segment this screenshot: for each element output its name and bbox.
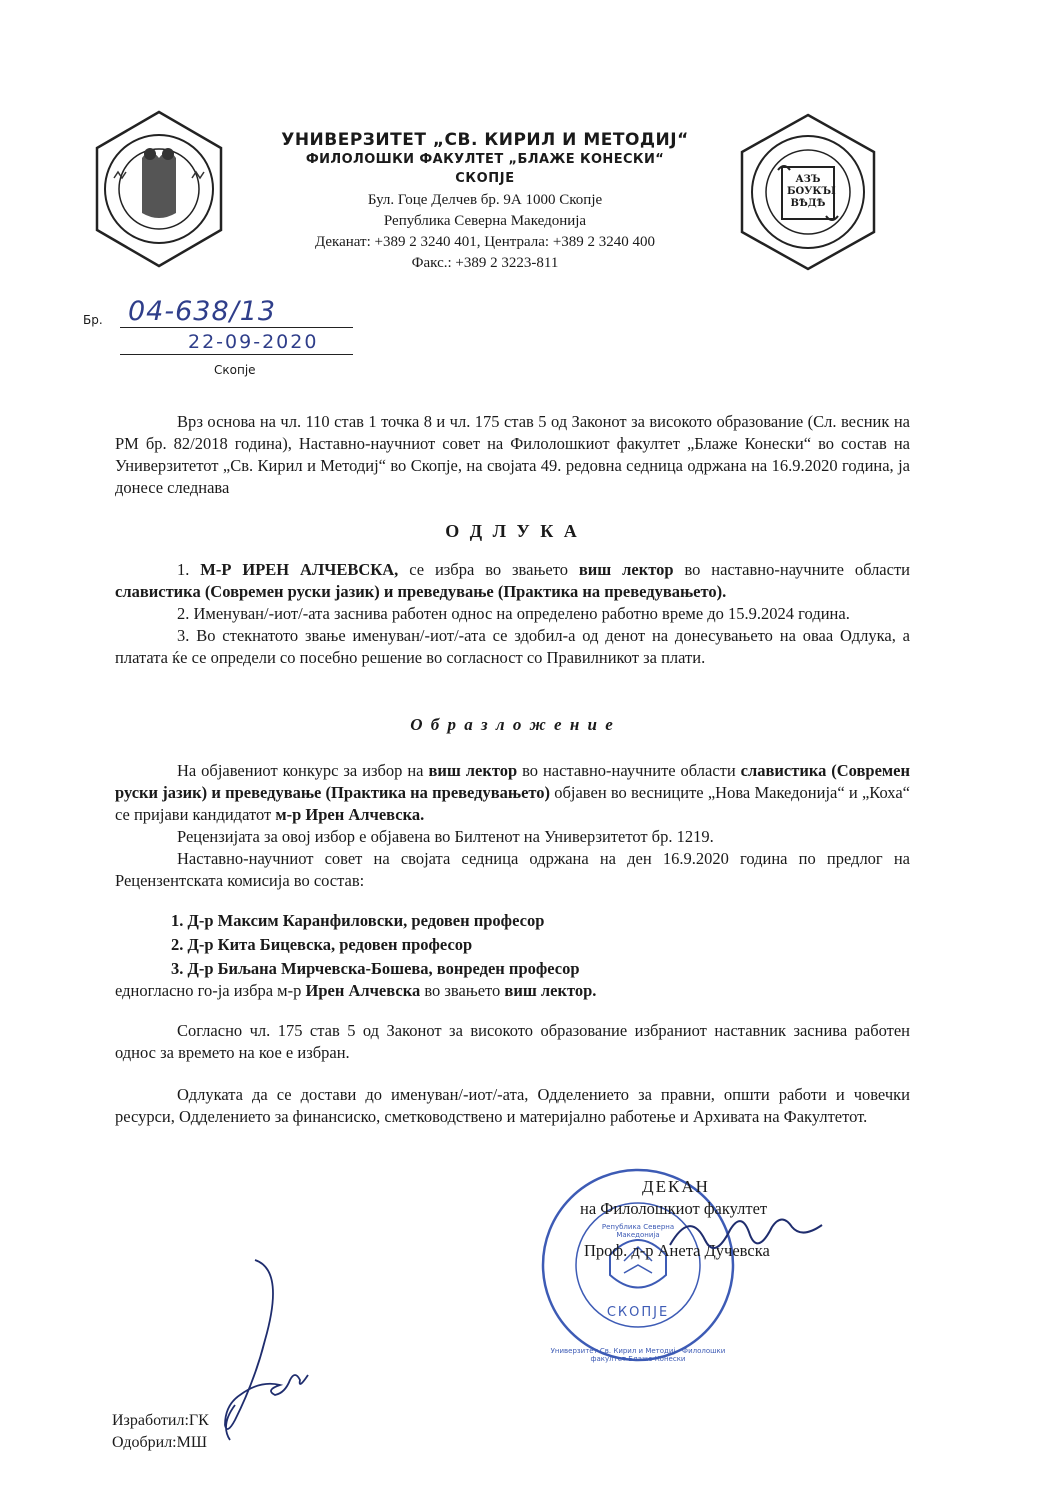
university-name: УНИВЕРЗИТЕТ „СВ. КИРИЛ И МЕТОДИЈ“	[281, 130, 689, 150]
item1-text-2: во наставно-научните области	[673, 560, 910, 579]
just1-text-1: На објавениот конкурс за избор на	[177, 761, 429, 780]
justification-title: О б р а з л о ж е н и е	[410, 715, 615, 734]
stamp-country: Република Северна Македонија	[601, 1223, 675, 1239]
just1-rank: виш лектор	[428, 761, 518, 780]
law-paragraph: Согласно чл. 175 став 5 од Законот за високото образование избраниот наставник заснива работен однос за времето на кое е избран.	[115, 1021, 910, 1062]
decision-title: О Д Л У К А	[445, 521, 580, 541]
decision-item-1	[115, 559, 910, 603]
justification-paragraph-1	[115, 760, 910, 826]
intro-paragraph: Врз основа на чл. 110 став 1 точка 8 и чл. 175 став 5 од Законот за високото образование (Сл. весник на РМ бр. 82/2018 година), Наставно-научниот совет на Филолошкиот факултет „Блаже Конески“ во состав на Универзитетот „Св. Кирил и Методиј“ во Скопје, на својата 49. редовна седница одржана на 16.9.2020 година, ја донесе следнава	[115, 412, 910, 497]
faculty-name: ФИЛОЛОШКИ ФАКУЛТЕТ „БЛАЖЕ КОНЕСКИ“	[305, 152, 665, 167]
just1-text-3: објавен во весниците „Нова Македонија“ и „Коха“ се пријави кандидатот	[115, 783, 910, 824]
header-country: Република Северна Македонија	[383, 213, 587, 229]
dean-signature	[660, 1205, 840, 1265]
decision-item-3: 3. Во стекнатото звање именуван/-иот/-ата се здобил-а од денот на донесувањето на оваа Одлука, а платата ќе се определи со посебно решение во согласност со Правилникот за плати.	[115, 626, 910, 667]
outcome-text-1: едногласно го-ја избра м-р	[115, 981, 306, 1000]
faculty-logo-right	[738, 112, 878, 272]
reference-label: Бр.	[83, 313, 103, 327]
stamp-city: СКОПЈЕ	[606, 1305, 670, 1320]
just1-fields: славистика (Современ руски јазик) и преведување (Практика на преведувањето)	[115, 761, 910, 802]
reference-date: 22-09-2020	[188, 331, 319, 353]
just1-name: м-р Ирен Алчевска.	[275, 805, 425, 824]
outcome-rank: виш лектор.	[504, 981, 597, 1000]
reference-place: Скопје	[214, 363, 256, 377]
committee-member: 1. Д-р Максим Каранфиловски, редовен професор	[171, 911, 545, 930]
dean-name: Проф. д-р Анета Дучевска	[584, 1241, 770, 1260]
committee-member: 3. Д-р Биљана Мирчевска-Бошева, вонреден професор	[171, 959, 580, 978]
reference-line-2	[120, 354, 353, 355]
justification-paragraph-2: Рецензијата за овој избор е објавена во Билтенот на Универзитетот бр. 1219.	[177, 827, 714, 846]
approved-by: Одобрил:МШ	[112, 1434, 207, 1451]
dean-faculty: на Филолошкиот факултет	[580, 1199, 768, 1218]
delivery-paragraph: Одлуката да се достави до именуван/-иот/-ата, Одделението за правни, општи работи и човечки ресурси, Одделението за финансиско, сметководствено и материјално работење и Архивата на Факултетот.	[115, 1085, 910, 1126]
header-fax: Факс.: +389 2 3223-811	[411, 255, 559, 271]
reference-line-1	[120, 327, 353, 328]
justification-paragraph-3: Наставно-научниот совет на својата седница одржана на ден 16.9.2020 година по предлог на Рецензентската комисија во состав:	[115, 849, 910, 890]
item1-fields: славистика (Современ руски јазик) и преведување (Практика на преведувањето).	[115, 582, 727, 601]
committee-member: 2. Д-р Кита Бицевска, редовен професор	[171, 935, 473, 954]
outcome-text-2: во звањето	[420, 981, 505, 1000]
just1-text-2: во наставно-научните области	[517, 761, 741, 780]
prepared-by: Изработил:ГК	[112, 1412, 209, 1429]
item1-name: М-Р ИРЕН АЛЧЕВСКА,	[200, 560, 399, 579]
header-address: Бул. Гоце Делчев бр. 9А 1000 Скопје	[367, 192, 603, 208]
outcome-name: Ирен Алчевска	[305, 981, 421, 1000]
header-phones: Деканат: +389 2 3240 401, Централа: +389 2 3240 400	[314, 234, 656, 250]
decision-item-2: 2. Именуван/-иот/-ата заснива работен однос на определено работно време до 15.9.2024 година.	[177, 604, 850, 623]
item1-text-1: се избра во звањето	[398, 560, 579, 579]
dean-title: ДЕКАН	[642, 1177, 710, 1196]
item1-number: 1.	[177, 560, 201, 579]
reference-number: 04-638/13	[128, 296, 277, 327]
logo-right-lettering: АЗЪ БОУКЪI ВѢДѢ	[787, 174, 836, 209]
initials-signature	[195, 1255, 315, 1455]
item1-rank: виш лектор	[578, 560, 674, 579]
header-city: СКОПЈЕ	[455, 171, 515, 186]
stamp-outer-text: Универзитет Св. Кирил и Методиј · Филолошки факултет Блаже Конески	[550, 1347, 726, 1363]
outcome-line	[115, 980, 910, 1002]
university-logo-left	[92, 108, 227, 273]
